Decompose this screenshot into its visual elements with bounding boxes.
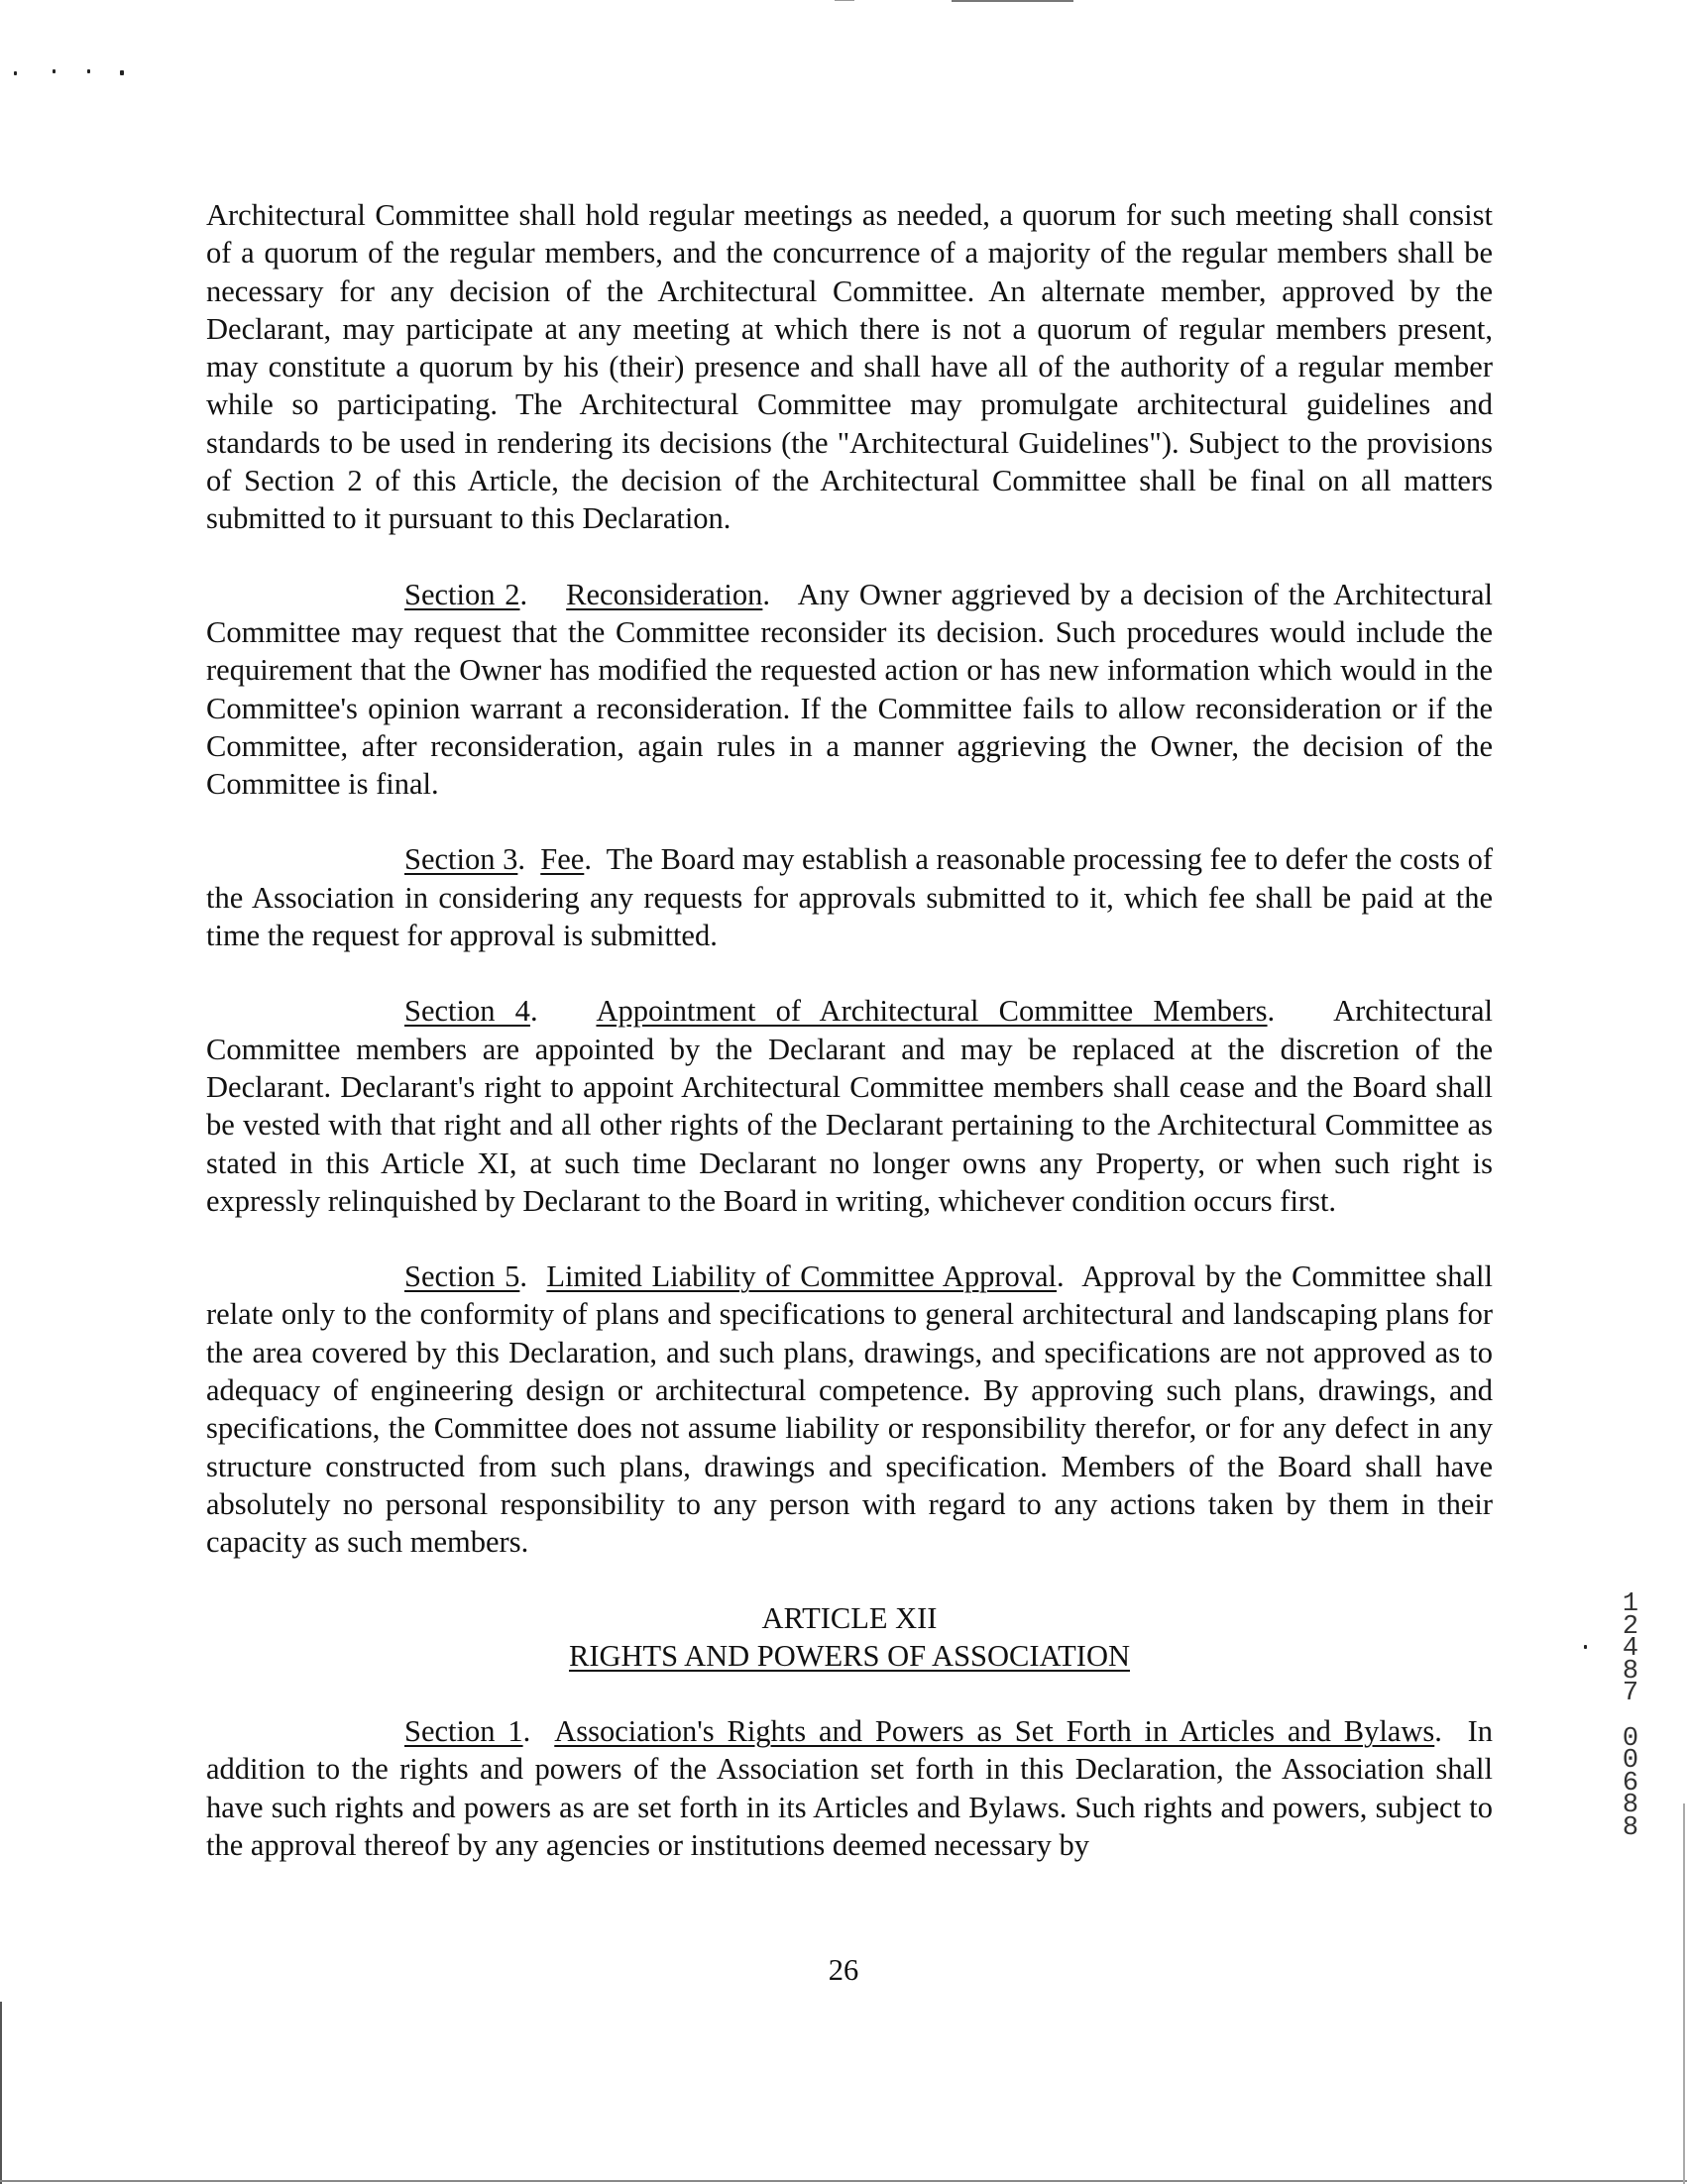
doc-digit: 8 xyxy=(1622,1656,1639,1687)
section-5-label: Section 5 xyxy=(404,1259,520,1294)
section-4-body: Architectural Committee members are appointed by the Declarant and may be replaced at the discretion of the Declarant. Declarant's right to appoint Architectural Committee members shall cease and the Board shall be vested with that right and all other rights of the Declarant pertaining to the Architectural Committee as stated in this Article XI, at such time Declarant no longer owns any Property, or when such right is expressly relinquished by Declarant to the Board in writing, whichever condition occurs first. xyxy=(206,994,1493,1218)
article-title: RIGHTS AND POWERS OF ASSOCIATION xyxy=(568,1638,1131,1673)
section-2-title: Reconsideration xyxy=(566,577,763,611)
scan-speck xyxy=(1584,1645,1587,1649)
section-5-title: Limited Liability of Committee Approval xyxy=(546,1259,1057,1294)
doc-digit: 1 xyxy=(1622,1589,1639,1619)
section-5-paragraph: Section 5. Limited Liability of Committee Approval. Approval by the Committee shall relate only to the conformity of plans and specifications to general architectural and landscaping plans for the area covered by this Declaration, and such plans, drawings, and specifications are not approved as to adequacy of engineering design or architectural competence. By approving such plans, drawings, and specifications, the Committee does not assume liability or responsibility therefor, or for any defect in any structure constructed from such plans, drawings and specification. Members of the Board shall have absolutely no personal responsibility to any person with regard to any actions taken by them in their capacity as such members. xyxy=(206,1259,1493,1560)
section-4-paragraph: Section 4. Appointment of Architectural Committee Members. Architectural Committee members are appointed by the Declarant and may be replaced at the discretion of the Declarant. Declarant's right to appoint Architectural Committee members shall cease and the Board shall be vested with that right and all other rights of the Declarant pertaining to the Architectural Committee as stated in this Article XI, at such time Declarant no longer owns any Property, or when such right is expressly relinquished by Declarant to the Board in writing, whichever condition occurs first. xyxy=(206,994,1493,1218)
section-2-body: Any Owner aggrieved by a decision of the Architectural Committee may request that the Committee reconsider its decision. Such procedures would include the requirement that the Owner has modified the requested action or has new information which would in the Committee's opinion warrant a reconsideration. If the Committee fails to allow reconsideration or if the Committee, after reconsideration, again rules in a manner aggrieving the Owner, the decision of the Committee is final. xyxy=(206,577,1493,802)
scan-right-border xyxy=(1683,1803,1685,2184)
section-3-title: Fee xyxy=(540,842,585,877)
section-3-label: Section 3 xyxy=(404,842,518,877)
doc-digit: 6 xyxy=(1622,1768,1639,1799)
section-5-body: Approval by the Committee shall relate only to the conformity of plans and specifications to general architectural and landscaping plans for the area covered by this Declaration, and such plans, drawings, and specifications are not approved as to adequacy of engineering design or architectural competence. By approving such plans, drawings, and specifications, the Committee does not assume liability or responsibility therefor, or for any defect in any structure constructed from such plans, drawings and specification. Members of the Board shall have absolutely no personal responsibility to any person with regard to any actions taken by them in their capacity as such members. xyxy=(206,1259,1493,1560)
article-section-1-paragraph: Section 1. Association's Rights and Powers as Set Forth in Articles and Bylaws. In addition to the rights and powers of the Association set forth in this Declaration, the Association shall have such rights and powers as are set forth in its Articles and Bylaws. Such rights and powers, subject to the approval thereof by any agencies or institutions deemed necessary by xyxy=(206,1714,1493,1862)
intro-paragraph xyxy=(206,196,1493,538)
article-heading xyxy=(206,1599,1493,1676)
doc-digit: 0 xyxy=(1622,1746,1639,1777)
doc-digit: 0 xyxy=(1622,1723,1639,1754)
scan-bottom-border xyxy=(0,2180,1687,2182)
scan-speck xyxy=(14,71,17,75)
scan-top-tick xyxy=(835,0,854,1)
article-section-1-title: Association's Rights and Powers as Set Forth in Articles and Bylaws xyxy=(554,1714,1435,1749)
scan-top-line xyxy=(952,0,1073,2)
scan-speck xyxy=(87,69,90,73)
page-number: 26 xyxy=(828,1953,859,1987)
doc-digit: 8 xyxy=(1622,1791,1639,1821)
section-3-body: The Board may establish a reasonable processing fee to defer the costs of the Association in considering any requests for approvals submitted to it, which fee shall be paid at the time the request for approval is submitted. xyxy=(206,842,1493,953)
doc-digit: 4 xyxy=(1622,1634,1639,1665)
intro-text: Architectural Committee shall hold regular meetings as needed, a quorum for such meeting shall consist of a quorum of the regular members, and the concurrence of a majority of the regular members shall be necessary for any decision of the Architectural Committee. An alternate member, approved by the Declarant, may participate at any meeting at which there is not a quorum of regular members present, may constitute a quorum by his (their) presence and shall have all of the authority of a regular member while so participating. The Architectural Committee may promulgate architectural guidelines and standards to be used in rendering its decisions (the "Architectural Guidelines"). Subject to the provisions of Section 2 of this Article, the decision of the Architectural Committee shall be final on all matters submitted to it pursuant to this Declaration. xyxy=(206,198,1493,536)
section-2-label: Section 2 xyxy=(404,577,520,611)
doc-digit: 7 xyxy=(1622,1679,1639,1709)
doc-digit: 8 xyxy=(1622,1812,1639,1843)
doc-digit: 2 xyxy=(1622,1611,1639,1642)
scan-speck xyxy=(53,69,56,73)
article-section-1-label: Section 1 xyxy=(404,1714,523,1749)
article-number: ARTICLE XII xyxy=(761,1600,938,1635)
scan-speck xyxy=(120,70,124,75)
article-section-1-body: In addition to the rights and powers of the Association set forth in this Declaration, the Association shall have such rights and powers as are set forth in its Articles and Bylaws. Such rights and powers, subject to the approval thereof by any agencies or institutions deemed necessary by xyxy=(206,1714,1493,1862)
section-4-label: Section 4 xyxy=(404,994,530,1029)
scan-left-border xyxy=(0,2002,2,2184)
section-4-title: Appointment of Architectural Committee Members xyxy=(596,994,1268,1029)
section-2-paragraph: Section 2. Reconsideration. Any Owner aggrieved by a decision of the Architectural Committee may request that the Committee reconsider its decision. Such procedures would include the requirement that the Owner has modified the requested action or has new information which would in the Committee's opinion warrant a reconsideration. If the Committee fails to allow reconsideration or if the Committee, after reconsideration, again rules in a manner aggrieving the Owner, the decision of the Committee is final. xyxy=(206,577,1493,802)
document-number-stamp xyxy=(1616,1589,1645,1843)
document-body xyxy=(206,196,1493,1902)
section-3-paragraph: Section 3. Fee. The Board may establish a reasonable processing fee to defer the costs of the Association in considering any requests for approvals submitted to it, which fee shall be paid at the time the request for approval is submitted. xyxy=(206,842,1493,953)
